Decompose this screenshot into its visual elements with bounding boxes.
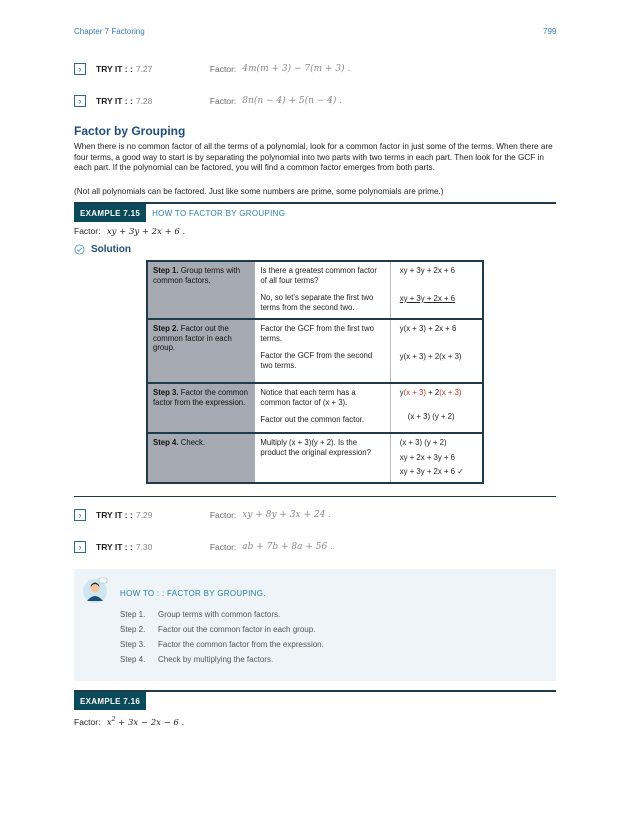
howto-box (74, 569, 556, 681)
chapter-header: Chapter 7 Factoring (74, 27, 145, 36)
step-math: y(x + 3) + 2x + 6 y(x + 3) + 2(x + 3) (390, 319, 483, 383)
person-icon (82, 577, 108, 605)
example-header (74, 202, 556, 222)
chevron-right-icon[interactable]: › (74, 509, 86, 521)
try-it-prefix: Factor: (209, 96, 237, 106)
try-it-expression: ab + 7b + 8a + 56 . (242, 542, 333, 552)
howto-steps (120, 610, 324, 664)
howto-heading (120, 589, 266, 598)
try-it-label: TRY IT : : (96, 64, 133, 74)
try-it-7-30 (74, 541, 333, 553)
table-row (147, 383, 483, 433)
solution-label: Solution (91, 244, 131, 255)
chevron-right-icon[interactable]: › (74, 95, 86, 107)
howto-prefix: HOW TO : : (120, 589, 165, 598)
step-math: (x + 3) (y + 2) xy + 2x + 3y + 6 xy + 3y + 2x + 6 ✓ (390, 433, 483, 483)
example-problem (74, 716, 184, 728)
list-item: Step 3. Factor the common factor from the expression. (120, 640, 324, 649)
divider (74, 496, 556, 497)
try-it-expression: xy + 8y + 3x + 24 . (242, 510, 332, 520)
factor-label: Factor: (74, 226, 101, 236)
factor-expression: $x^2 + 3x - 2x - 6$ . (106, 716, 185, 728)
example-header (74, 690, 556, 710)
try-it-7-29 (74, 509, 331, 521)
solution-heading (74, 244, 131, 255)
step-cell: Step 1. Group terms with common factors. (147, 261, 255, 319)
try-it-expression: 4m(m + 3) − 7(m + 3) . (242, 64, 351, 74)
step-cell: Step 2. Factor out the common factor in each group. (147, 319, 255, 383)
example-tag: EXAMPLE 7.15 (74, 204, 146, 222)
try-it-label: TRY IT : : (96, 510, 133, 520)
section-note: (Not all polynomials can be factored. Just like some numbers are prime, some polynomials are prime.) (74, 187, 444, 196)
list-item: Step 1. Group terms with common factors. (120, 610, 281, 619)
example-tag: EXAMPLE 7.16 (74, 692, 146, 710)
factor-label: Factor: (74, 716, 101, 727)
step-description: Multiply (x + 3)(y + 2). Is the product the original expression? (255, 433, 390, 483)
chevron-right-icon[interactable]: › (74, 541, 86, 553)
step-description: Factor the GCF from the first two terms. Factor the GCF from the second two terms. (255, 319, 390, 383)
try-it-number: 7.27 (135, 64, 153, 74)
step-description: Is there a greatest common factor of all four terms? No, so let’s separate the first two terms from the second two. (255, 261, 390, 319)
step-cell: Step 3. Factor the common factor from the expression. (147, 383, 255, 433)
try-it-prefix: Factor: (209, 64, 237, 74)
step-math: xy + 3y + 2x + 6 xy + 3y + 2x + 6 (390, 261, 483, 319)
page-number: 799 (543, 27, 557, 36)
section-paragraph: When there is no common factor of all the terms of a polynomial, look for a common factor in just some of the terms. When there are four terms, a good way to start is by separating the polynomial into two parts with two terms in each part. Then look for the GCF in each part. If the polynomial can be factored, you will find a common factor emerges from both parts. (74, 142, 553, 173)
try-it-prefix: Factor: (209, 510, 237, 520)
table-row (147, 261, 483, 319)
try-it-number: 7.28 (135, 96, 153, 106)
chevron-right-icon[interactable]: › (74, 63, 86, 75)
try-it-7-27 (74, 63, 350, 75)
example-problem (74, 226, 185, 237)
step-cell: Step 4. Check. (147, 433, 255, 483)
table-row (147, 319, 483, 383)
section-title: Factor by Grouping (74, 124, 186, 138)
check-circle-icon (74, 244, 85, 255)
try-it-label: TRY IT : : (96, 96, 133, 106)
step-math: y(x + 3) + 2(x + 3) (x + 3) (y + 2) (390, 383, 483, 433)
try-it-prefix: Factor: (209, 542, 237, 552)
try-it-expression: 8n(n − 4) + 5(n − 4) . (242, 96, 343, 106)
example-title: HOW TO FACTOR BY GROUPING (152, 208, 286, 218)
factor-expression: xy + 3y + 2x + 6 . (106, 227, 186, 237)
list-item: Step 2. Factor out the common factor in each group. (120, 625, 316, 634)
try-it-7-28 (74, 95, 342, 107)
table-row (147, 433, 483, 483)
step-description: Notice that each term has a common factor of (x + 3). Factor out the common factor. (255, 383, 390, 433)
try-it-number: 7.29 (135, 510, 153, 520)
try-it-number: 7.30 (135, 542, 153, 552)
howto-title: FACTOR BY GROUPING. (167, 589, 266, 598)
list-item: Step 4. Check by multiplying the factors. (120, 655, 274, 664)
steps-table (146, 260, 484, 484)
try-it-label: TRY IT : : (96, 542, 133, 552)
